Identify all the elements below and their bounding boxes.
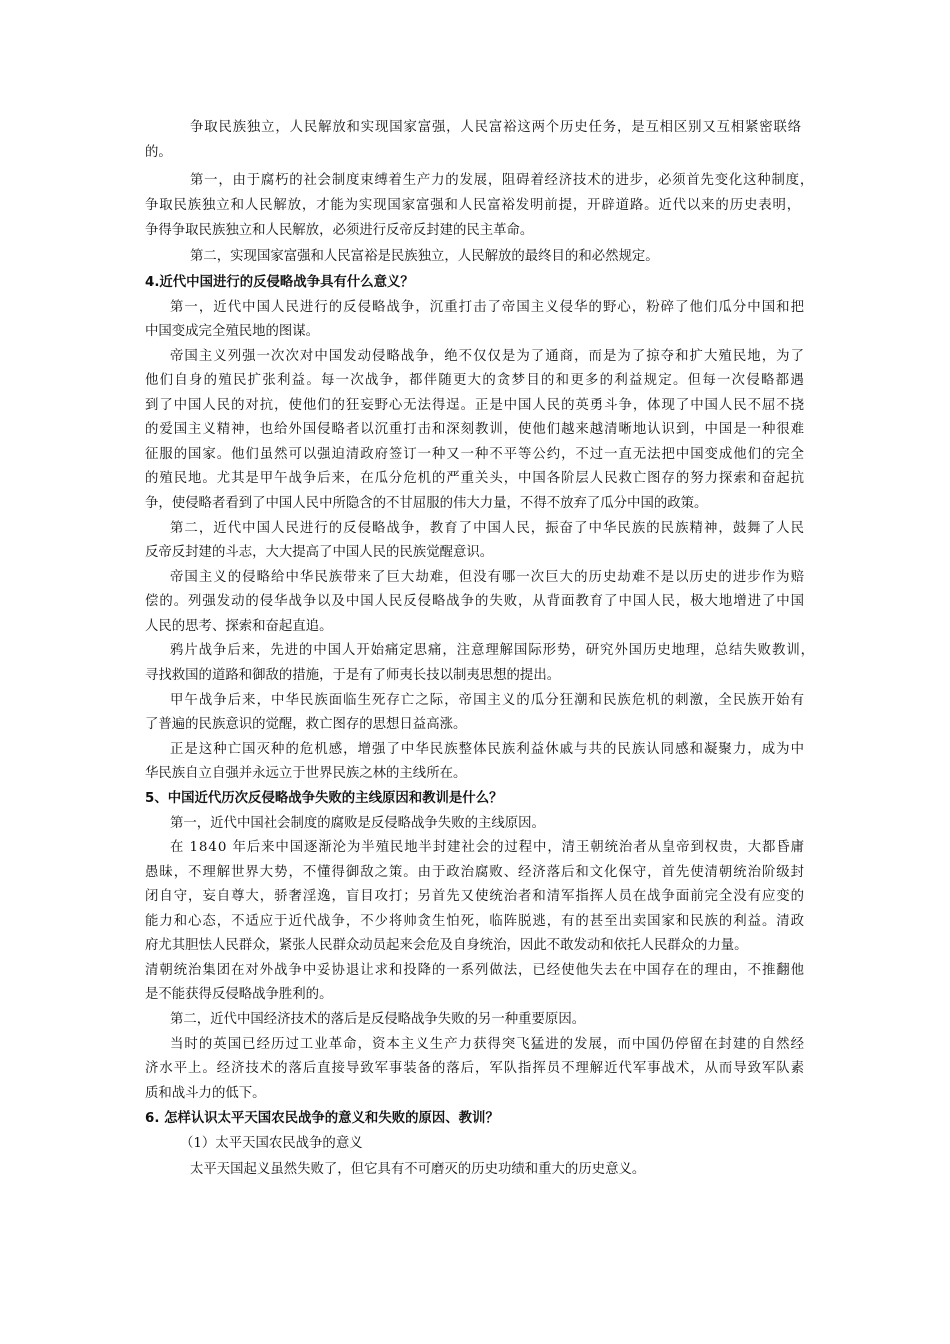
- text-line: 正是这种亡国灭种的危机感，增强了中华民族整体民族利益休戚与共的民族认同感和凝聚力，成为中: [170, 742, 805, 757]
- text-line: 征服的国家。他们虽然可以强迫清政府签订一种又一种不平等公约，不过一直无法把中国变成他们的完全: [145, 447, 805, 462]
- text-line: 鸦片战争后来，先进的中国人开始痛定思痛，注意理解国际形势，研究外国历史地理，总结失败教训，: [170, 643, 815, 658]
- text-line: 到了中国人民的对抗，使他们的狂妄野心无法得逞。正是中国人民的英勇斗争，体现了中国人民不屈不挠: [145, 398, 805, 413]
- text-line: 第一，由于腐朽的社会制度束缚着生产力的发展，阻碍着经济技术的进步，必须首先变化这种制度，: [190, 173, 814, 188]
- text-line: 偿的。列强发动的侵华战争以及中国人民反侵略战争的失败，从背面教育了中国人民，极大地增进了中国: [145, 594, 805, 609]
- text-line: 府尤其胆怯人民群众，紧张人民群众动员起来会危及自身统治，因此不敢发动和依托人民群众的力量。: [145, 938, 748, 953]
- text-line: 能力和心态，不适应于近代战争，不少将帅贪生怕死，临阵脱逃，有的甚至出卖国家和民族的利益。清政: [145, 914, 805, 929]
- text-line: 人民的思考、探索和奋起直追。: [145, 619, 333, 634]
- section-heading: 5、中国近代历次反侵略战争失败的主线原因和教训是什么？: [145, 791, 503, 806]
- text-line: 质和战斗力的低下。: [145, 1086, 266, 1101]
- text-line: 争取民族独立和人民解放，才能为实现国家富强和人民富裕发明前提，开辟道路。近代以来的历史表明，: [145, 198, 801, 213]
- text-line: 争取民族独立，人民解放和实现国家富强，人民富裕这两个历史任务，是互相区别又互相紧密联络: [190, 120, 802, 135]
- text-line: 反帝反封建的斗志，大大提高了中国人民的民族觉醒意识。: [145, 545, 494, 560]
- text-line: 帝国主义的侵略给中华民族带来了巨大劫难，但没有哪一次巨大的历史劫难不是以历史的进步作为赔: [170, 570, 805, 585]
- text-line: 中国变成完全殖民地的图谋。: [145, 324, 320, 339]
- text-line: 的爱国主义精神，也给外国侵略者以沉重打击和深刻教训，使他们越来越清晰地认识到，中国是一种很难: [145, 422, 805, 437]
- section-heading: 6. 怎样认识太平天国农民战争的意义和失败的原因、教训？: [145, 1111, 499, 1126]
- text-line: 愚昧，不理解世界大势，不懂得御敌之策。由于政治腐败、经济落后和文化保守，首先使清朝统治阶级封: [145, 865, 805, 880]
- text-line: 闭自守，妄自尊大，骄奢淫逸，盲目攻打；另首先又使统治者和清军指挥人员在战争面前完全没有应变的: [145, 889, 805, 904]
- text-line: 甲午战争后来，中华民族面临生死存亡之际，帝国主义的瓜分狂潮和民族危机的刺激，全民族开始有: [170, 693, 805, 708]
- text-line: 华民族自立自强并永远立于世界民族之林的主线所在。: [145, 766, 467, 781]
- text-line: 在 1840 年后来中国逐渐沦为半殖民地半封建社会的过程中，清王朝统治者从皇帝到权贵，大都昏庸: [170, 840, 805, 855]
- text-line: 争得争取民族独立和人民解放，必须进行反帝反封建的民主革命。: [145, 223, 534, 238]
- section-heading: 4.近代中国进行的反侵略战争具有什么意义？: [145, 275, 414, 290]
- text-line: 他们自身的殖民扩张利益。每一次战争，都伴随更大的贪梦目的和更多的利益规定。但每一次侵略都遇: [145, 373, 805, 388]
- text-line: 了普遍的民族意识的觉醒，救亡图存的思想日益高涨。: [145, 717, 467, 732]
- text-line: 的。: [145, 145, 172, 160]
- text-line: 第二，近代中国人民进行的反侵略战争，教育了中国人民，振奋了中华民族的民族精神，鼓舞了人民: [170, 521, 805, 536]
- text-line: 第一，近代中国人民进行的反侵略战争，沉重打击了帝国主义侵华的野心，粉碎了他们瓜分中国和把: [170, 300, 805, 315]
- text-line: 寻找救国的道路和御敌的措施，于是有了师夷长技以制夷思想的提出。: [145, 668, 561, 683]
- text-line: 的殖民地。尤其是甲午战争后来，在瓜分危机的严重关头，中国各阶层人民救亡图存的努力探索和奋起抗: [145, 471, 805, 486]
- text-line: 当时的英国已经历过工业革命，资本主义生产力获得突飞猛进的发展，而中国仍停留在封建的自然经: [170, 1037, 805, 1052]
- text-line: 是不能获得反侵略战争胜利的。: [145, 987, 333, 1002]
- text-line: 第二，近代中国经济技术的落后是反侵略战争失败的另一种重要原因。: [170, 1012, 586, 1027]
- text-line: 争，使侵略者看到了中国人民中所隐含的不甘屈服的伟大力量，不得不放弃了瓜分中国的政策。: [145, 496, 708, 511]
- text-line: 第一，近代中国社会制度的腐败是反侵略战争失败的主线原因。: [170, 816, 545, 831]
- text-line: 帝国主义列强一次次对中国发动侵略战争，绝不仅仅是为了通商，而是为了掠夺和扩大殖民地，为了: [170, 349, 805, 364]
- text-line: 清朝统治集团在对外战争中妥协退让求和投降的一系列做法，已经使他失去在中国存在的理由，不推翻他: [145, 963, 805, 978]
- text-line: 济水平上。经济技术的落后直接导致军事装备的落后，军队指挥员不理解近代军事战术，从而导致军队素: [145, 1061, 805, 1076]
- text-line: 太平天国起义虽然失败了，但它具有不可磨灭的历史功绩和重大的历史意义。: [190, 1162, 646, 1177]
- text-line: 第二，实现国家富强和人民富裕是民族独立，人民解放的最终目的和必然规定。: [190, 249, 659, 264]
- text-line: （1）太平天国农民战争的意义: [180, 1136, 363, 1151]
